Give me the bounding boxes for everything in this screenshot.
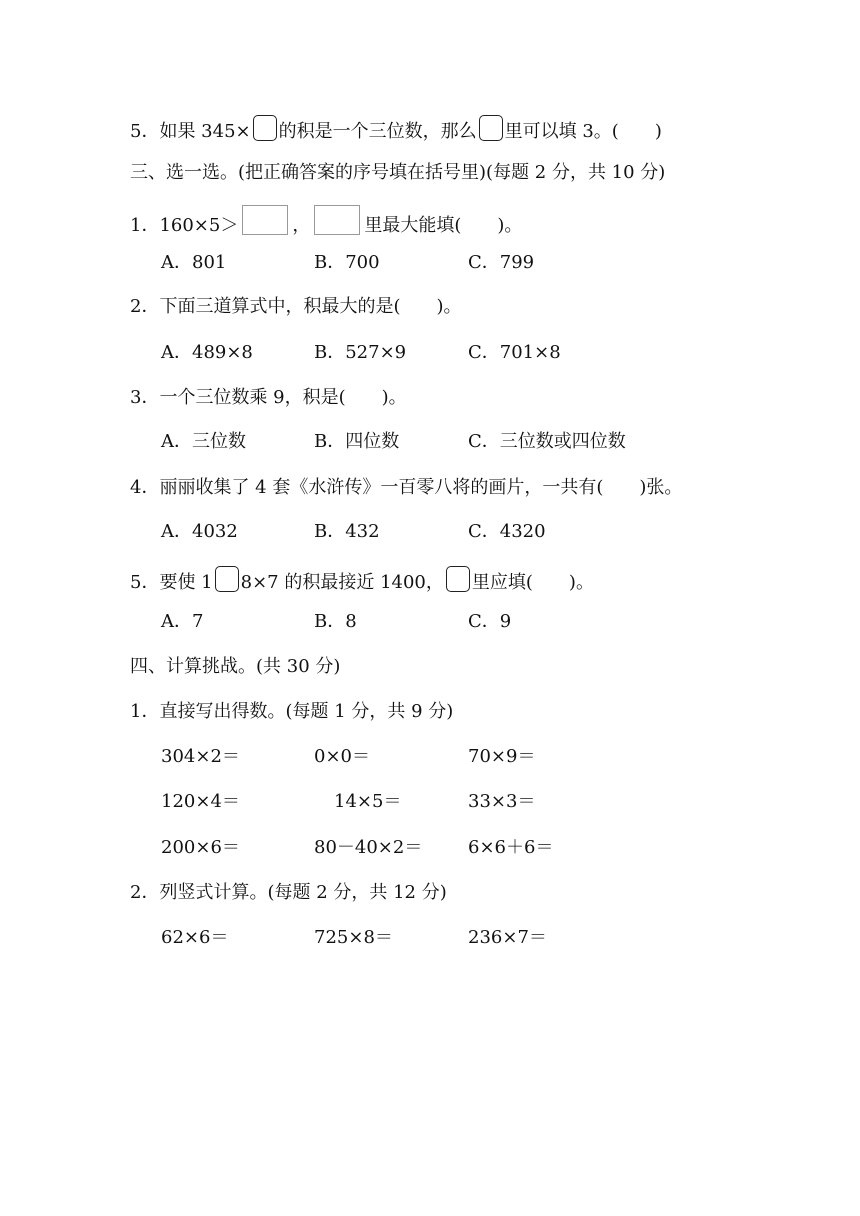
calc-item: 0×0＝: [314, 746, 370, 767]
option-a[interactable]: A．801: [161, 252, 227, 273]
question-text: )。: [568, 572, 594, 593]
option-b[interactable]: B．432: [314, 521, 380, 542]
section-3-title: 三、选一选。(把正确答案的序号填在括号里)(每题 2 分，共 10 分): [130, 162, 666, 183]
question-number: 3．: [130, 387, 160, 408]
question-text: 里最大能填(: [364, 215, 462, 236]
option-a[interactable]: A．489×8: [161, 342, 253, 363]
question-text: 160×5＞: [159, 215, 239, 236]
option-a[interactable]: A．4032: [161, 521, 238, 542]
option-b[interactable]: B．527×9: [314, 342, 407, 363]
question-text: )。: [436, 296, 462, 317]
question-text: )张。: [639, 477, 683, 498]
blank-rect[interactable]: [242, 205, 288, 235]
s4-question-1: 1．直接写出得数。(每题 1 分，共 9 分): [130, 701, 454, 722]
calc-item: 725×8＝: [314, 927, 393, 948]
option-c[interactable]: C．799: [468, 252, 535, 273]
question-text: 里应填(: [471, 572, 533, 593]
question-number: 5．: [130, 121, 160, 142]
calc-item: 120×4＝: [161, 791, 240, 812]
option-b[interactable]: B．四位数: [314, 431, 400, 452]
option-c[interactable]: C．701×8: [468, 342, 561, 363]
calc-item: 6×6＋6＝: [468, 837, 554, 858]
s3-question-5: [130, 570, 594, 596]
blank-box[interactable]: [215, 566, 239, 592]
question-text: )。: [381, 387, 407, 408]
option-c[interactable]: C．4320: [468, 521, 546, 542]
question-text: )。: [497, 215, 523, 236]
question-5-top: [130, 119, 662, 145]
calc-item: 200×6＝: [161, 837, 240, 858]
calc-item: 62×6＝: [161, 927, 229, 948]
option-a[interactable]: A．三位数: [161, 431, 246, 452]
s3-question-4: [130, 476, 682, 500]
s3-question-1: [130, 211, 522, 241]
calc-item: 236×7＝: [468, 927, 547, 948]
question-text: ，: [292, 215, 311, 236]
question-text: 一个三位数乘 9，积是(: [159, 387, 346, 408]
blank-box[interactable]: [253, 115, 277, 141]
s3-question-3: [130, 386, 407, 410]
calc-item: 304×2＝: [161, 746, 240, 767]
option-b[interactable]: B．8: [314, 611, 357, 632]
question-number: 1．: [130, 215, 160, 236]
blank-box[interactable]: [446, 566, 470, 592]
option-c[interactable]: C．三位数或四位数: [468, 431, 626, 452]
option-b[interactable]: B．700: [314, 252, 380, 273]
calc-item: 70×9＝: [468, 746, 536, 767]
question-text: 下面三道算式中，积最大的是(: [159, 296, 401, 317]
s4-question-2: 2．列竖式计算。(每题 2 分，共 12 分): [130, 882, 447, 903]
calc-item: 80－40×2＝: [314, 837, 423, 858]
question-text: 丽丽收集了 4 套《水浒传》一百零八将的画片，一共有(: [159, 477, 604, 498]
question-number: 5．: [130, 572, 160, 593]
question-text: 的积是一个三位数，那么: [278, 121, 477, 142]
question-text: ): [654, 121, 662, 142]
s3-question-2: [130, 295, 462, 319]
question-text: 如果 345×: [159, 121, 251, 142]
question-number: 2．: [130, 296, 160, 317]
section-4-title: 四、计算挑战。(共 30 分): [130, 656, 341, 677]
question-number: 4．: [130, 477, 160, 498]
option-c[interactable]: C．9: [468, 611, 512, 632]
blank-rect[interactable]: [314, 205, 360, 235]
option-a[interactable]: A．7: [161, 611, 204, 632]
blank-box[interactable]: [479, 115, 503, 141]
calc-item: 33×3＝: [468, 791, 536, 812]
question-text: 要使 1: [159, 572, 213, 593]
question-text: 里可以填 3。(: [504, 121, 619, 142]
question-text: 8×7 的积最接近 1400，: [240, 572, 444, 593]
calc-item: 14×5＝: [334, 791, 402, 812]
